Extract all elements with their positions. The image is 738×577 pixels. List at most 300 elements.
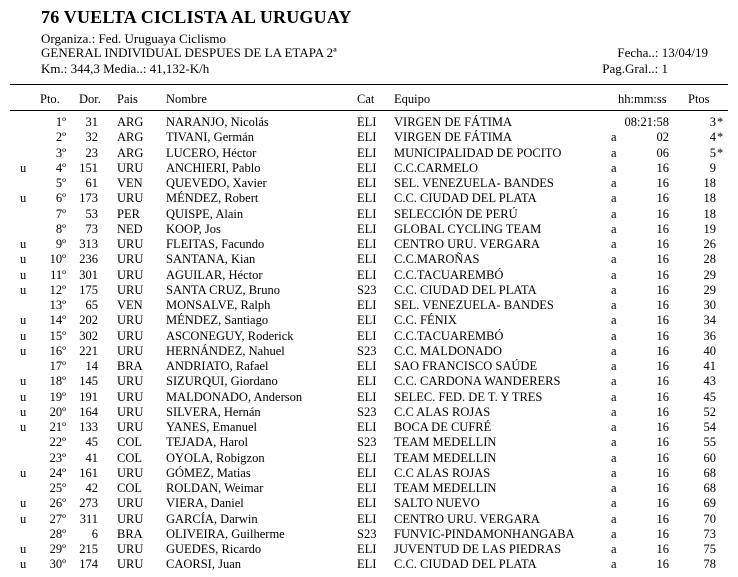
team: C.C.TACUAREMBÓ — [394, 267, 504, 282]
uruguayan-marker: u — [20, 191, 27, 206]
time: 16 — [656, 542, 669, 556]
time: 16 — [656, 328, 669, 343]
points: 30 — [703, 298, 716, 312]
team: C.C. CARDONA WANDERERS — [394, 374, 561, 389]
points: 9 — [709, 160, 716, 175]
time: 16 — [656, 481, 669, 495]
bib-number: 174 — [79, 557, 98, 572]
team: SELEC. FED. DE T. Y TRES — [394, 389, 543, 404]
gap-marker: a — [611, 450, 617, 465]
table-row — [0, 313, 738, 328]
gap-marker: a — [611, 221, 617, 236]
col-header-time: hh:mm:ss — [618, 92, 667, 106]
team: C.C.TACUAREMBÓ — [394, 328, 504, 343]
points: 40 — [703, 343, 716, 358]
time: 16 — [656, 450, 669, 465]
position: 22º — [49, 435, 66, 450]
table-row — [0, 451, 738, 466]
rider-name: ANDRIATO, Rafael — [166, 359, 269, 373]
category: ELI — [357, 267, 377, 282]
category: ELI — [357, 542, 377, 556]
points: 43 — [703, 374, 716, 389]
position: 15º — [49, 328, 66, 343]
gap-marker: a — [611, 298, 617, 312]
category: ELI — [357, 115, 377, 129]
category: ELI — [357, 237, 377, 251]
time: 02 — [656, 130, 669, 145]
table-row — [0, 283, 738, 298]
uruguayan-marker: u — [20, 267, 27, 282]
rider-name: TEJADA, Harol — [166, 435, 248, 450]
country: COL — [117, 435, 142, 450]
gap-marker: a — [611, 328, 617, 343]
category: ELI — [357, 130, 377, 145]
category: ELI — [357, 496, 377, 511]
position: 2º — [55, 130, 66, 145]
points-flag: * — [717, 130, 724, 145]
uruguayan-marker: u — [20, 237, 27, 251]
category: ELI — [357, 206, 377, 221]
time: 16 — [656, 298, 669, 312]
time: 16 — [656, 435, 669, 450]
bib-number: 221 — [79, 343, 98, 358]
category: ELI — [357, 359, 377, 373]
points: 68 — [703, 481, 716, 495]
bib-number: 313 — [79, 237, 98, 251]
time: 16 — [656, 343, 669, 358]
gap-marker: a — [611, 237, 617, 251]
country: URU — [117, 404, 144, 419]
table-row — [0, 207, 738, 222]
points: 68 — [703, 465, 716, 480]
team: SEL. VENEZUELA- BANDES — [394, 176, 554, 190]
points: 60 — [703, 450, 716, 465]
col-header-dor: Dor. — [79, 92, 101, 106]
team: C.C.CARMELO — [394, 160, 479, 175]
bib-number: 14 — [85, 359, 98, 373]
uruguayan-marker: u — [20, 389, 27, 404]
time: 16 — [656, 420, 669, 434]
team: SELECCIÓN DE PERÚ — [394, 206, 518, 221]
position: 13º — [49, 298, 66, 312]
gap-marker: a — [611, 282, 617, 297]
uruguayan-marker: u — [20, 511, 27, 526]
country: COL — [117, 481, 142, 495]
uruguayan-marker: u — [20, 420, 27, 434]
table-row — [0, 420, 738, 435]
position: 12º — [49, 282, 66, 297]
team: TEAM MEDELLIN — [394, 435, 497, 450]
results-table — [0, 115, 738, 573]
table-row — [0, 161, 738, 176]
rider-name: QUISPE, Alain — [166, 206, 244, 221]
time: 16 — [656, 389, 669, 404]
bib-number: 133 — [79, 420, 98, 434]
position: 8º — [55, 221, 66, 236]
table-row — [0, 481, 738, 496]
table-row — [0, 268, 738, 283]
country: URU — [117, 237, 144, 251]
team: FUNVIC-PINDAMONHANGABA — [394, 526, 575, 541]
country: ARG — [117, 145, 144, 160]
gap-marker: a — [611, 359, 617, 373]
rider-name: KOOP, Jos — [166, 221, 221, 236]
country: URU — [117, 343, 144, 358]
team: SEL. VENEZUELA- BANDES — [394, 298, 554, 312]
points-flag: * — [717, 115, 724, 129]
gap-marker: a — [611, 145, 617, 160]
points: 41 — [703, 359, 716, 373]
bib-number: 73 — [85, 221, 98, 236]
uruguayan-marker: u — [20, 465, 27, 480]
time: 16 — [656, 252, 669, 267]
points: 70 — [703, 511, 716, 526]
country: URU — [117, 282, 144, 297]
rider-name: MONSALVE, Ralph — [166, 298, 271, 312]
rider-name: SANTANA, Kian — [166, 252, 256, 267]
table-row — [0, 344, 738, 359]
time: 16 — [656, 374, 669, 389]
bib-number: 191 — [79, 389, 98, 404]
rider-name: NARANJO, Nicolás — [166, 115, 269, 129]
position: 5º — [55, 176, 66, 190]
points: 28 — [703, 252, 716, 267]
country: URU — [117, 374, 144, 389]
category: ELI — [357, 450, 377, 465]
uruguayan-marker: u — [20, 313, 27, 328]
time: 16 — [656, 404, 669, 419]
points-flag: * — [717, 145, 724, 160]
gap-marker: a — [611, 496, 617, 511]
country: URU — [117, 389, 144, 404]
country: VEN — [117, 298, 143, 312]
bib-number: 41 — [85, 450, 98, 465]
category: ELI — [357, 313, 377, 328]
bib-number: 215 — [79, 542, 98, 556]
category: ELI — [357, 374, 377, 389]
time: 16 — [656, 267, 669, 282]
team: VIRGEN DE FÁTIMA — [394, 130, 513, 145]
uruguayan-marker: u — [20, 328, 27, 343]
table-row — [0, 222, 738, 237]
rider-name: MALDONADO, Anderson — [166, 389, 303, 404]
col-header-pts: Ptos — [688, 92, 710, 106]
category: ELI — [357, 481, 377, 495]
country: URU — [117, 328, 144, 343]
position: 6º — [55, 191, 66, 206]
table-row — [0, 496, 738, 511]
page-title: 76 VUELTA CICLISTA AL URUGUAY — [41, 7, 352, 27]
bib-number: 311 — [79, 511, 98, 526]
rider-name: MÉNDEZ, Robert — [166, 191, 259, 206]
category: ELI — [357, 176, 377, 190]
table-row — [0, 329, 738, 344]
bib-number: 32 — [85, 130, 98, 145]
team: TEAM MEDELLIN — [394, 450, 497, 465]
country: COL — [117, 450, 142, 465]
points: 75 — [703, 542, 716, 556]
time: 06 — [656, 145, 669, 160]
country: URU — [117, 465, 144, 480]
rider-name: VIERA, Daniel — [166, 496, 244, 511]
country: ARG — [117, 115, 144, 129]
uruguayan-marker: u — [20, 496, 27, 511]
rider-name: GUEDES, Ricardo — [166, 542, 262, 556]
table-row — [0, 466, 738, 481]
gap-marker: a — [611, 404, 617, 419]
col-header-cat: Cat — [357, 92, 375, 106]
time: 16 — [656, 176, 669, 190]
points: 18 — [703, 176, 716, 190]
team: SAO FRANCISCO SAÚDE — [394, 359, 538, 373]
country: URU — [117, 511, 144, 526]
bib-number: 301 — [79, 267, 98, 282]
team: MUNICIPALIDAD DE POCITO — [394, 145, 562, 160]
points: 29 — [703, 282, 716, 297]
time: 16 — [656, 359, 669, 373]
category: ELI — [357, 298, 377, 312]
uruguayan-marker: u — [20, 374, 27, 389]
rider-name: AGUILAR, Héctor — [166, 267, 263, 282]
bib-number: 31 — [85, 115, 98, 129]
position: 21º — [49, 420, 66, 434]
table-row — [0, 374, 738, 389]
team: C.C. FÉNIX — [394, 313, 457, 328]
time: 16 — [656, 496, 669, 511]
category: ELI — [357, 328, 377, 343]
gap-marker: a — [611, 130, 617, 145]
table-row — [0, 176, 738, 191]
team: GLOBAL CYCLING TEAM — [394, 221, 542, 236]
country: URU — [117, 267, 144, 282]
points: 34 — [703, 313, 716, 328]
table-row — [0, 512, 738, 527]
gap-marker: a — [611, 557, 617, 572]
table-row — [0, 298, 738, 313]
bib-number: 45 — [85, 435, 98, 450]
table-row — [0, 435, 738, 450]
points: 55 — [703, 435, 716, 450]
country: URU — [117, 420, 144, 434]
points: 26 — [703, 237, 716, 251]
time: 16 — [656, 206, 669, 221]
bib-number: 145 — [79, 374, 98, 389]
category: ELI — [357, 465, 377, 480]
gap-marker: a — [611, 374, 617, 389]
uruguayan-marker: u — [20, 252, 27, 267]
team: C.C. CIUDAD DEL PLATA — [394, 282, 537, 297]
points: 18 — [703, 206, 716, 221]
time: 16 — [656, 557, 669, 572]
category: ELI — [357, 160, 377, 175]
points: 69 — [703, 496, 716, 511]
table-row — [0, 252, 738, 267]
gap-marker: a — [611, 191, 617, 206]
col-header-pos: Pto. — [40, 92, 60, 106]
position: 17º — [49, 359, 66, 373]
table-row — [0, 191, 738, 206]
category: ELI — [357, 252, 377, 267]
bib-number: 164 — [79, 404, 98, 419]
table-row — [0, 146, 738, 161]
uruguayan-marker: u — [20, 160, 27, 175]
rider-name: GARCÍA, Darwin — [166, 511, 258, 526]
rider-name: OLIVEIRA, Guilherme — [166, 526, 285, 541]
team: CENTRO URU. VERGARA — [394, 237, 540, 251]
category: ELI — [357, 511, 377, 526]
rider-name: ASCONEGUY, Roderick — [166, 328, 294, 343]
gap-marker: a — [611, 542, 617, 556]
time: 16 — [656, 465, 669, 480]
bib-number: 42 — [85, 481, 98, 495]
rider-name: FLEITAS, Facundo — [166, 237, 265, 251]
time: 16 — [656, 526, 669, 541]
rider-name: YANES, Emanuel — [166, 420, 257, 434]
points: 78 — [703, 557, 716, 572]
rider-name: TIVANI, Germán — [166, 130, 254, 145]
gap-marker: a — [611, 420, 617, 434]
gap-marker: a — [611, 313, 617, 328]
position: 28º — [49, 526, 66, 541]
bib-number: 175 — [79, 282, 98, 297]
date-line: Fecha..: 13/04/19 — [617, 45, 708, 60]
gap-marker: a — [611, 206, 617, 221]
points: 3 — [709, 115, 716, 129]
country: URU — [117, 496, 144, 511]
country: ARG — [117, 130, 144, 145]
team: SALTO NUEVO — [394, 496, 480, 511]
position: 7º — [55, 206, 66, 221]
category: S23 — [357, 343, 377, 358]
rider-name: SILVERA, Hernán — [166, 404, 261, 419]
points: 36 — [703, 328, 716, 343]
rider-name: GÓMEZ, Matias — [166, 465, 251, 480]
category: ELI — [357, 389, 377, 404]
position: 1º — [55, 115, 66, 129]
points: 54 — [703, 420, 716, 434]
bib-number: 61 — [85, 176, 98, 190]
bib-number: 202 — [79, 313, 98, 328]
country: URU — [117, 191, 144, 206]
points: 4 — [709, 130, 716, 145]
position: 14º — [49, 313, 66, 328]
bib-number: 161 — [79, 465, 98, 480]
country: URU — [117, 542, 144, 556]
gap-marker: a — [611, 267, 617, 282]
gap-marker: a — [611, 343, 617, 358]
uruguayan-marker: u — [20, 282, 27, 297]
bib-number: 236 — [79, 252, 98, 267]
rider-name: MÉNDEZ, Santiago — [166, 313, 269, 328]
country: PER — [117, 206, 140, 221]
rider-name: OYOLA, Robigzon — [166, 450, 265, 465]
header-rule-bottom — [10, 110, 728, 111]
team: JUVENTUD DE LAS PIEDRAS — [394, 542, 562, 556]
bib-number: 6 — [91, 526, 98, 541]
position: 18º — [49, 374, 66, 389]
country: URU — [117, 252, 144, 267]
distance-speed-line: Km.: 344,3 Media..: 41,132-K/h — [41, 61, 210, 76]
col-header-nombre: Nombre — [166, 92, 207, 106]
team: C.C.MAROÑAS — [394, 252, 480, 267]
country: NED — [117, 221, 143, 236]
points: 73 — [703, 526, 716, 541]
rider-name: LUCERO, Héctor — [166, 145, 257, 160]
category: S23 — [357, 404, 377, 419]
table-row — [0, 359, 738, 374]
country: VEN — [117, 176, 143, 190]
category: S23 — [357, 282, 377, 297]
category: ELI — [357, 557, 377, 572]
table-row — [0, 542, 738, 557]
points: 5 — [709, 145, 716, 160]
bib-number: 53 — [85, 206, 98, 221]
points: 18 — [703, 191, 716, 206]
team: C.C ALAS ROJAS — [394, 465, 491, 480]
bib-number: 151 — [79, 160, 98, 175]
rider-name: CAORSI, Juan — [166, 557, 242, 572]
category: ELI — [357, 420, 377, 434]
uruguayan-marker: u — [20, 404, 27, 419]
points: 29 — [703, 267, 716, 282]
position: 20º — [49, 404, 66, 419]
category: ELI — [357, 145, 377, 160]
page-number: Pag.Gral..: 1 — [602, 61, 668, 76]
uruguayan-marker: u — [20, 343, 27, 358]
rider-name: SANTA CRUZ, Bruno — [166, 282, 280, 297]
position: 29º — [49, 542, 66, 556]
table-row — [0, 527, 738, 542]
category: ELI — [357, 191, 377, 206]
gap-marker: a — [611, 176, 617, 190]
position: 19º — [49, 389, 66, 404]
rider-name: ROLDAN, Weimar — [166, 481, 264, 495]
rider-name: HERNÁNDEZ, Nahuel — [166, 343, 285, 358]
country: URU — [117, 160, 144, 175]
table-row — [0, 237, 738, 252]
position: 4º — [55, 160, 66, 175]
position: 24º — [49, 465, 66, 480]
time: 16 — [656, 221, 669, 236]
time: 16 — [656, 313, 669, 328]
rider-name: ANCHIERI, Pablo — [166, 160, 261, 175]
table-row — [0, 130, 738, 145]
gap-marker: a — [611, 435, 617, 450]
position: 25º — [49, 481, 66, 495]
rider-name: QUEVEDO, Xavier — [166, 176, 267, 190]
gap-marker: a — [611, 389, 617, 404]
team: VIRGEN DE FÁTIMA — [394, 115, 513, 129]
country: URU — [117, 313, 144, 328]
team: CENTRO URU. VERGARA — [394, 511, 540, 526]
time: 16 — [656, 237, 669, 251]
position: 27º — [49, 511, 66, 526]
position: 3º — [55, 145, 66, 160]
time: 16 — [656, 191, 669, 206]
time: 08:21:58 — [624, 115, 669, 129]
country: URU — [117, 557, 144, 572]
position: 23º — [49, 450, 66, 465]
uruguayan-marker: u — [20, 557, 27, 572]
organizer-line: Organiza.: Fed. Uruguaya Ciclismo — [41, 31, 226, 46]
bib-number: 302 — [79, 328, 98, 343]
position: 9º — [55, 237, 66, 251]
table-row — [0, 557, 738, 572]
points: 52 — [703, 404, 716, 419]
gap-marker: a — [611, 252, 617, 267]
gap-marker: a — [611, 481, 617, 495]
category: ELI — [357, 221, 377, 236]
